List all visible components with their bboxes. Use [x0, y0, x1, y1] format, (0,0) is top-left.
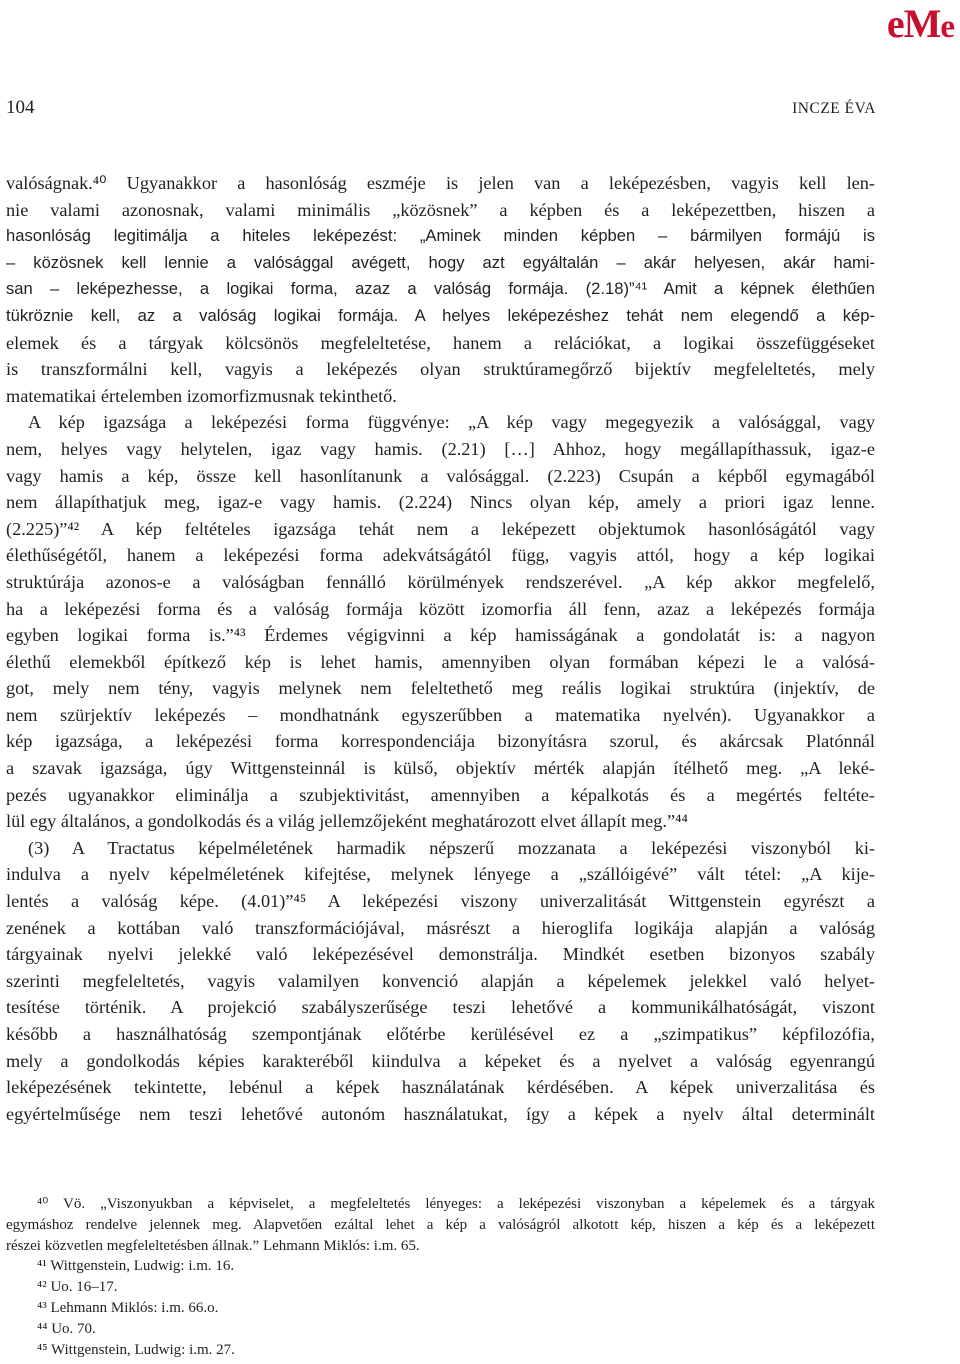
text-line: – közösnek kell lennie a valósággal avégett, hogy azt egyáltalán – akár helyesen, akár hami-	[6, 252, 875, 272]
text-line: kép igazsága, a leképezési forma korrespondenciája bizonyításra szorul, és akárcsak Platónnál	[6, 731, 875, 752]
text-line: san – leképezhesse, a logikai forma, azaz a valóság formája. (2.18)”⁴¹ Amit a képnek élethűen	[6, 279, 875, 299]
text-line: (2.225)”⁴² A kép feltételes igazsága tehát nem a leképezett objektumok hasonlóságától vagy	[6, 518, 875, 539]
text-line: nem állapíthatjuk meg, igaz-e vagy hamis. (2.224) Nincs olyan kép, amely a priori igaz lenne.	[6, 492, 875, 513]
text-line: egyben logikai forma is.”⁴³ Érdemes végigvinni a kép hamisságának a gondolatát is: a nagyon	[6, 625, 875, 646]
text-line: nie valami azonosnak, valami minimális „közösnek” a képben és a leképezettben, hiszen a	[6, 199, 875, 220]
text-line: élethűségétől, hanem a leképezési forma adekvátságától függ, vagyis attól, hogy a kép logikai	[6, 545, 875, 566]
logo-letter: e	[886, 1, 904, 46]
footnote-line: ⁴⁵ Wittgenstein, Ludwig: i.m. 27.	[37, 1341, 235, 1358]
footnote-line: ⁴⁴ Uo. 70.	[37, 1320, 96, 1337]
footnote-line: ⁴⁰ Vö. „Viszonyukban a képviselet, a megfeleltetés lényeges: a leképezési viszonyban a képelemek és a tárgyak	[37, 1196, 875, 1212]
text-line: elemek és a tárgyak kölcsönös megfeleltetése, hanem a relációkat, a logikai összefüggéseket	[6, 332, 875, 353]
text-line: matematikai értelemben izomorfizmusnak tekinthető.	[6, 385, 397, 406]
text-line: indulva a nyelv képelméletének kifejtése, melynek lényege a „szállóigévé” vált tétel: „A kije-	[6, 864, 875, 885]
text-line: mely a gondolkodás képies karakteréből kiindulva a képeket és a nyelvet a valóság egyenrangú	[6, 1050, 875, 1071]
text-line: A kép igazsága a leképezési forma függvénye: „A kép vagy megegyezik a valósággal, vagy	[28, 412, 875, 433]
footnote-line: ⁴² Uo. 16–17.	[37, 1279, 118, 1296]
footnote-line: ⁴¹ Wittgenstein, Ludwig: i.m. 16.	[37, 1258, 235, 1275]
text-line: szerinti megfeleltetés, vagyis valamilyen konvenció alapján a képelemek jelekkel való helyet-	[6, 970, 875, 991]
text-line: tesítése történik. A projekció szabályszerűsége teszi lehetővé a kommunikálhatóságát, viszont	[6, 997, 875, 1018]
footnote-line: egymáshoz rendelve jelennek meg. Alapvetően ezáltal lehet a kép a valóságról alkotott kép, hiszen a kép és a leképezett	[6, 1216, 875, 1233]
page-number: 104	[6, 97, 35, 118]
text-line: lül egy általános, a gondolkodás és a világ jellemzőjeként meghatározott elvet állapít meg.”⁴⁴	[6, 811, 688, 832]
text-line: is transzformálni kell, vagyis a leképezés olyan struktúramegőrző bijektív megfeleltetés, mely	[6, 359, 875, 380]
logo-letter: e	[940, 9, 954, 45]
footnote-line: ⁴³ Lehmann Miklós: i.m. 66.o.	[37, 1299, 219, 1316]
text-line: később a használhatóság szempontjának előtérbe kerülésével ez a „szimpatikus” képfilozófia,	[6, 1024, 875, 1044]
text-line: got, mely nem tény, vagyis melynek nem feleltethető meg reális logikai struktúra (injektív, de	[6, 678, 875, 699]
text-line: nem, helyes vagy helytelen, igaz vagy hamis. (2.21) […] Ahhoz, hogy megállapíthassuk, igaz-e	[6, 438, 875, 459]
text-line: hasonlóság legitimálja a hiteles leképezést: „Aminek minden képben – bármilyen formájú is	[6, 226, 875, 246]
footnote-line: részei közvetlen megfeleltetésben állnak.” Lehmann Miklós: i.m. 65.	[6, 1237, 420, 1254]
text-line: pezés ugyanakkor eliminálja a szubjektivitást, amennyiben a képalkotás és a megértés feltéte-	[6, 784, 875, 805]
text-line: (3) A Tractatus képelméletének harmadik népszerű mozzanata a leképezési viszonyból ki-	[28, 837, 875, 858]
text-line: valóságnak.⁴⁰ Ugyanakkor a hasonlóság eszméje is jelen van a leképezésben, vagyis kell len-	[6, 173, 875, 193]
text-line: egyértelműsége nem teszi lehetővé autonóm használatukat, így a képek a nyelv által determinált	[6, 1103, 875, 1124]
logo-letter: M	[903, 1, 941, 46]
text-line: lentés a valóság képe. (4.01)”⁴⁵ A leképezési viszony univerzalitását Wittgenstein egyrészt a	[6, 891, 875, 912]
publisher-logo	[887, 2, 954, 49]
body-text	[6, 170, 875, 1127]
text-line: a szavak igazsága, úgy Wittgensteinnál is külső, objektív mérték alapján ítélhető meg. „A leké-	[6, 758, 875, 779]
text-line: zenének a kottában való transzformációjával, másrészt a hieroglifa logikája alapján a valóság	[6, 917, 875, 938]
text-line: élethű elemekből építkező kép is lehet hamis, amennyiben olyan formában képezi le a valósá-	[6, 651, 875, 672]
text-line: struktúrája azonos-e a valóságban fennálló körülmények rendszerével. „A kép akkor megfelelő,	[6, 571, 875, 592]
text-line: vagy hamis a kép, össze kell hasonlítanunk a valósággal. (2.223) Csupán a képből egymagából	[6, 465, 875, 486]
text-line: ha a leképezési forma és a valóság formája között izomorfia áll fenn, azaz a leképezés formája	[6, 598, 875, 619]
text-line: nem szürjektív leképezés – mondhatnánk egyszerűbben a matematika nyelvén). Ugyanakkor a	[6, 704, 875, 725]
running-head: INCZE ÉVA	[792, 100, 876, 117]
text-line: tárgyainak nyelvi jelekké való leképezésével demonstrálja. Mindkét esetben bizonyos szabály	[6, 944, 875, 965]
text-line: leképezésének tekintette, lebénul a képek használatának kérdésében. A képek univerzalitása és	[6, 1077, 875, 1098]
text-line: tükröznie kell, az a valóság logikai formája. A helyes leképezéshez tehát nem elegendő a kép-	[6, 305, 875, 325]
footnotes	[6, 1194, 875, 1360]
